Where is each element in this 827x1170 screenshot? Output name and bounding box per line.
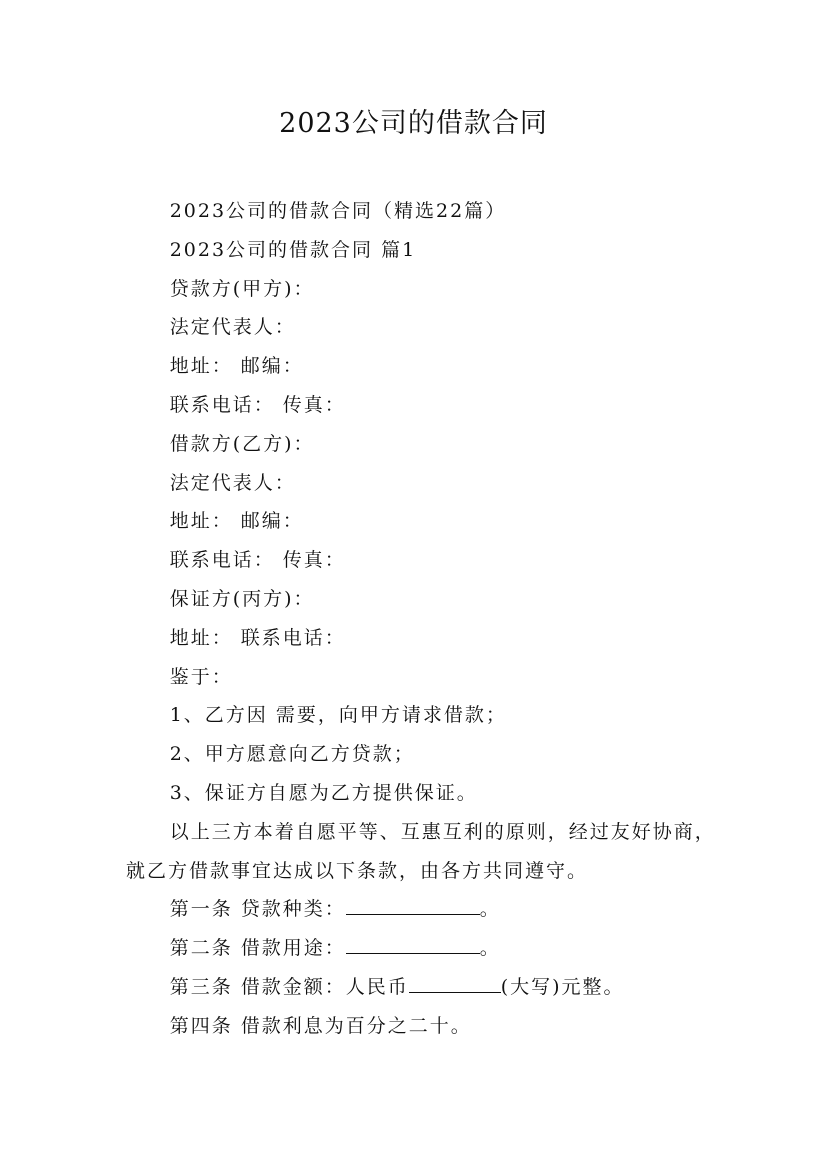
- clause-text: (大写)元整。: [500, 975, 625, 998]
- clause-text: 第一条 贷款种类：: [169, 898, 346, 921]
- clause-text: 。: [479, 898, 501, 921]
- paragraph: 借款方(乙方)：: [169, 432, 315, 455]
- paragraph: 联系电话： 传真：: [169, 393, 346, 416]
- paragraph: 地址： 邮编：: [169, 510, 304, 533]
- paragraph: 鉴于：: [169, 665, 233, 688]
- paragraph: 贷款方(甲方)：: [169, 277, 315, 300]
- paragraph: 保证方(丙方)：: [169, 587, 315, 610]
- paragraph: 2023公司的借款合同（精选22篇）: [169, 200, 507, 222]
- paragraph: 地址： 邮编：: [169, 355, 304, 378]
- paragraph: 1、乙方因 需要，向甲方请求借款；: [169, 704, 507, 727]
- paragraph: 2023公司的借款合同 篇1: [169, 238, 417, 261]
- clause-text: 第二条 借款用途：: [169, 937, 346, 960]
- paragraph: 联系电话： 传真：: [169, 549, 346, 572]
- clause: [126, 968, 716, 1007]
- paragraph: 法定代表人：: [169, 471, 296, 494]
- paragraph: 法定代表人：: [169, 316, 296, 339]
- paragraph: 地址： 联系电话：: [169, 626, 346, 649]
- clause: [126, 929, 716, 968]
- fill-in-blank: [346, 935, 480, 954]
- paragraph: 2、甲方愿意向乙方贷款；: [169, 743, 415, 766]
- clause: [126, 890, 716, 929]
- paragraph: 3、保证方自愿为乙方提供保证。: [169, 781, 478, 804]
- document-title: 2023公司的借款合同: [279, 108, 548, 139]
- fill-in-blank: [346, 896, 480, 915]
- fill-in-blank: [409, 974, 501, 993]
- clause-text: 。: [479, 937, 501, 960]
- paragraph: 第四条 借款利息为百分之二十。: [169, 1014, 472, 1037]
- document-body: [126, 192, 716, 1046]
- paragraph: 以上三方本着自愿平等、互惠互利的原则，经过友好协商，就乙方借款事宜达成以下条款，由各方共同遵守。: [126, 820, 716, 882]
- clause-text: 第三条 借款金额：人民币: [169, 975, 409, 998]
